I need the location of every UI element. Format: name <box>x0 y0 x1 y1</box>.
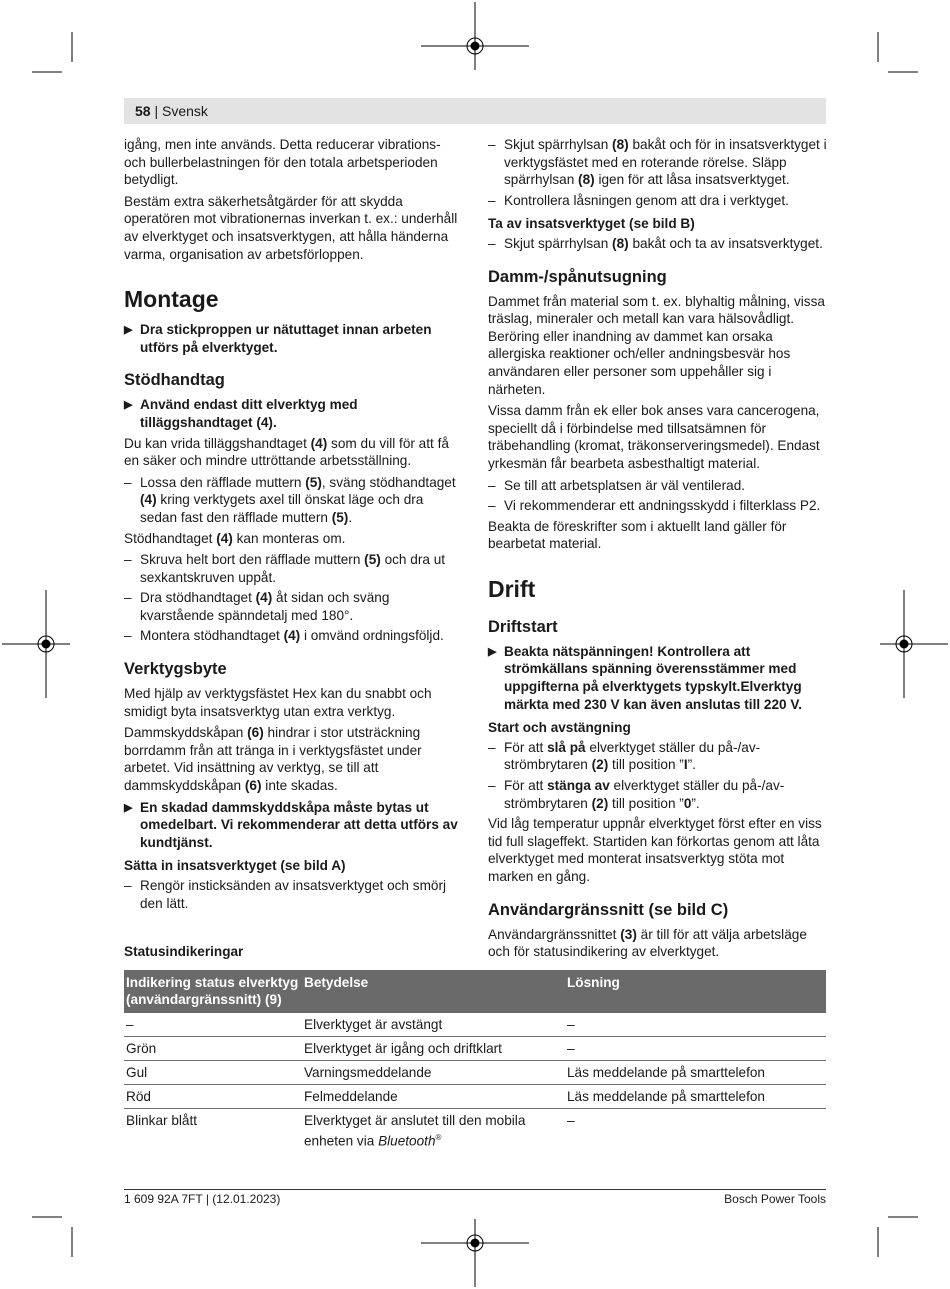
list-item: – Dra stödhandtaget (4) åt sidan och sväng kvarstående spänndetalj med 180°. <box>124 589 464 624</box>
paragraph: Bestäm extra säkerhetsåtgärder för att skydda operatören mot vibrationernas inverkan t. ex.: underhåll av elverktyget och insatsverktygen, att hålla händerna varma, organisation av arbetsförloppen. <box>124 193 458 262</box>
section-title-stodhandtag: Stödhandtag <box>124 371 225 390</box>
list-item: – Kontrollera låsningen genom att dra i verktyget. <box>488 192 828 210</box>
table-row <box>124 1085 826 1109</box>
warning-item: ▶ Använd endast ditt elverktyg med tilläggshandtaget (4). <box>124 396 464 431</box>
paragraph: Beakta de föreskrifter som i aktuellt land gäller för bearbetat material. <box>488 518 787 552</box>
table-row <box>124 1013 826 1037</box>
section-title-verktygsbyte: Verktygsbyte <box>124 660 227 679</box>
list-item: – Se till att arbetsplatsen är väl ventilerad. <box>488 477 828 495</box>
table-row <box>124 1061 826 1085</box>
table-header-row <box>124 970 826 1013</box>
table-cell: – <box>565 1013 826 1037</box>
warning-item: ▶ Dra stickproppen ur nätuttaget innan arbeten utförs på elverktyget. <box>124 321 464 356</box>
page-header: 58 | Svensk <box>124 98 826 124</box>
table-row <box>124 1109 826 1153</box>
list-item: – Vi rekommenderar ett andningsskydd i filterklass P2. <box>488 497 828 515</box>
list-item: – Skjut spärrhylsan (8) bakåt och för in insatsverktyget i verktygsfästet med en roterande rörelse. Släpp spärrhylsan (8) igen för att låsa insatsverktyget. <box>488 136 828 189</box>
list-item: – Skruva helt bort den räfflade muttern (5) och dra ut sexkantskruven uppåt. <box>124 551 464 586</box>
paragraph: Dammskyddskåpan (6) hindrar i stor utsträckning borrdamm från att tränga in i verktygsfästet under arbetet. Vid insättning av verktyg, se till att dammskyddskåpan (6) inte skadas. <box>124 725 422 794</box>
table-row <box>124 1037 826 1061</box>
list-item: – För att slå på elverktyget ställer du på-/av-strömbrytaren (2) till position ”I”. <box>488 739 828 774</box>
table-cell: Läs meddelande på smarttelefon <box>565 1085 826 1109</box>
section-title-ui: Användargränssnitt (se bild C) <box>488 900 729 919</box>
table-header: Lösning <box>565 970 826 1013</box>
table-cell: Gul <box>124 1061 302 1085</box>
paragraph: Vid låg temperatur uppnår elverktyget först efter en viss tid full slageffekt. Startiden kan förkortas genom att låta elverktyget med monterat insatsverktyg stöta mot marken en gång. <box>488 816 822 884</box>
section-title-damm: Damm-/spånutsugning <box>488 267 667 286</box>
right-column <box>488 136 828 965</box>
status-table-title: Statusindikeringar <box>124 944 244 959</box>
footer-brand: Bosch Power Tools <box>724 1192 826 1206</box>
status-table <box>124 970 826 1153</box>
page-number: 58 <box>135 103 151 119</box>
list-item: – Rengör insticksänden av insatsverktyget och smörj den lätt. <box>124 877 464 912</box>
list-item: – Skjut spärrhylsan (8) bakåt och ta av insatsverktyget. <box>488 235 828 253</box>
table-cell: Felmeddelande <box>302 1085 565 1109</box>
paragraph: Användargränssnittet (3) är till för att välja arbetsläge och för statusindikering av elverktyget. <box>488 926 807 960</box>
list-item: – Lossa den räfflade muttern (5), sväng stödhandtaget (4) kring verktygets axel till önskat läge och dra sedan fast den räfflade muttern (5). <box>124 474 464 527</box>
table-cell: Grön <box>124 1037 302 1061</box>
paragraph: Du kan vrida tilläggshandtaget (4) som du vill för att få en säker och mindre uttröttande arbetsställning. <box>124 435 449 469</box>
table-header: Indikering status elverktyg (användargränssnitt) (9) <box>124 970 302 1013</box>
section-title-driftstart: Driftstart <box>488 617 558 636</box>
table-cell: Elverktyget är avstängt <box>302 1013 565 1037</box>
section-title-montage: Montage <box>124 286 219 313</box>
table-cell: Elverktyget är anslutet till den mobila enheten via Bluetooth® <box>304 1113 526 1149</box>
table-cell: Blinkar blått <box>126 1113 198 1128</box>
language-label: Svensk <box>162 103 208 119</box>
table-cell: Elverktyget är igång och driftklart <box>302 1037 565 1061</box>
paragraph: Vissa damm från ek eller bok anses vara cancerogena, speciellt då i förbindelse med tillsatsämnen för träbehandling (kromat, träkonserveringsmedel). Endast yrkesmän får bearbeta asbesthaltigt material. <box>488 403 820 471</box>
table-cell: – <box>567 1113 575 1128</box>
warning-item: ▶ Beakta nätspänningen! Kontrollera att strömkällans spänning överensstämmer med uppgifterna på elverktygets typskylt.Elverktyg märkta med 230 V kan även anslutas till 220 V. <box>488 643 828 713</box>
paragraph: Med hjälp av verktygsfästet Hex kan du snabbt och smidigt byta insatsverktyg utan extra verktyg. <box>124 686 432 719</box>
table-header: Betydelse <box>302 970 565 1013</box>
paragraph: Dammet från material som t. ex. blyhaltig målning, vissa träslag, mineraler och metall kan vara hälsovådligt. Beröring eller inandning av dammet kan orsaka allergiska reaktioner och/eller andningsbesvär hos användaren eller personer som uppehåller sig i närheten. <box>488 293 825 397</box>
list-item: – Montera stödhandtaget (4) i omvänd ordningsföljd. <box>124 627 464 645</box>
subsection-title: Ta av insatsverktyget (se bild B) <box>488 216 695 232</box>
section-title-drift: Drift <box>488 575 536 602</box>
footer-doc-id: 1 609 92A 7FT | (12.01.2023) <box>124 1192 281 1206</box>
table-cell: Läs meddelande på smarttelefon <box>565 1061 826 1085</box>
left-column <box>124 136 464 915</box>
warning-item: ▶ En skadad dammskyddskåpa måste bytas ut omedelbart. Vi rekommenderar att detta utförs av kundtjänst. <box>124 799 464 852</box>
paragraph: igång, men inte används. Detta reducerar vibrations- och bullerbelastningen för den totala arbetsperioden betydligt. <box>124 137 441 188</box>
table-cell: Röd <box>124 1085 302 1109</box>
table-cell: – <box>124 1013 302 1037</box>
footer-divider <box>124 1189 826 1190</box>
subsection-title: Start och avstängning <box>488 720 631 736</box>
list-item: – För att stänga av elverktyget ställer du på-/av-strömbrytaren (2) till position ”0”. <box>488 777 828 812</box>
paragraph: Stödhandtaget (4) kan monteras om. <box>124 530 346 546</box>
table-cell: – <box>565 1037 826 1061</box>
table-cell: Varningsmeddelande <box>302 1061 565 1085</box>
subsection-title: Sätta in insatsverktyget (se bild A) <box>124 858 346 874</box>
